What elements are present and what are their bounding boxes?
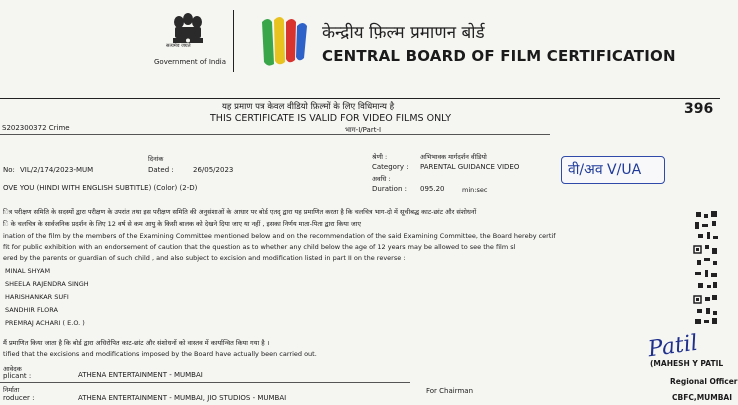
certify-hindi: मैं प्रमाणित किया जाता है कि बोर्ड द्वारा अधिरोपित काट-छांट और संशोधनों को वास्तव में कार्यान्वित किया गया है । bbox=[3, 339, 270, 347]
lion-capital-icon bbox=[163, 10, 213, 58]
duration-hindi-label: अवधि : bbox=[372, 175, 391, 183]
committee-member: PREMRAJ ACHARI ( E.O. ) bbox=[5, 319, 85, 327]
applicant-underline bbox=[0, 382, 410, 383]
emblem-motto: सत्यमेव जयते bbox=[166, 43, 191, 49]
english-paragraph-line3: ered by the parents or guardian of such child , and also subject to excision and modification listed in part II on the reverse : bbox=[3, 254, 406, 262]
signatory-title: Regional Officer bbox=[670, 377, 738, 386]
national-emblem bbox=[163, 10, 213, 58]
english-paragraph-line2: fit for public exhibition with an endorsement of caution that the question as to whether any child below the age of 12 years may be allowed to see the film sl bbox=[3, 243, 516, 251]
committee-member: SHEELA RAJENDRA SINGH bbox=[5, 280, 89, 288]
certify-english: tified that the excisions and modifications imposed by the Board have actually been carried out. bbox=[3, 350, 317, 358]
rating-badge-text: वी/अव V/UA bbox=[568, 162, 642, 178]
category-hindi-label: श्रेणी : bbox=[372, 153, 388, 161]
applicant-hindi-label: आवेदक bbox=[3, 365, 22, 373]
signatory-office: CBFC,MUMBAI bbox=[672, 393, 733, 402]
validity-hindi: यह प्रमाण पत्र केवल वीडियो फ़िल्मों के लिए विधिमान्य है bbox=[222, 102, 395, 112]
cbfc-logo bbox=[258, 12, 310, 70]
signatory-name: (MAHESH Y PATIL bbox=[650, 359, 724, 368]
committee-member: SANDHIR FLORA bbox=[5, 306, 58, 314]
handwritten-signature: Patil bbox=[646, 330, 700, 363]
producer-value: ATHENA ENTERTAINMENT - MUMBAI, JIO STUDIOS - MUMBAI bbox=[78, 394, 287, 402]
film-title: OVE YOU (HINDI WITH ENGLISH SUBTITLE) (Color) (2-D) bbox=[3, 184, 198, 192]
file-ref-underline bbox=[0, 134, 550, 135]
english-paragraph-line1: ination of the film by the members of the Examining Committee mentioned below and on the recommendation of the said Examining Committee, the Board hereby certif bbox=[3, 232, 556, 240]
applicant-label: plicant : bbox=[3, 372, 32, 380]
film-strips-logo-icon bbox=[258, 12, 310, 70]
category-label: Category : bbox=[372, 163, 409, 171]
validity-part: भाग-I/Part-I bbox=[345, 126, 382, 134]
category-value: PARENTAL GUIDANCE VIDEO bbox=[420, 163, 520, 171]
for-chairman: For Chairman bbox=[426, 387, 474, 395]
hindi-paragraph-line1: ित्र परीक्षण समिति के सदस्यों द्वारा परीक्षण के उपरांत तथा इस परीक्षण समिति की अनुसंशाओं के आधार पर बोर्ड एतद् द्वारा यह प्रमाणित करता है कि चलचित्र भाग-दो में सूचीबद्ध काट-छांट और संशोधनों bbox=[3, 208, 477, 216]
date-hindi-label: दिनांक bbox=[148, 155, 164, 163]
number-value: VIL/2/174/2023-MUM bbox=[20, 166, 94, 174]
producer-label: roducer : bbox=[3, 394, 35, 402]
number-label: No: bbox=[3, 166, 15, 174]
applicant-value: ATHENA ENTERTAINMENT - MUMBAI bbox=[78, 371, 203, 379]
date-value: 26/05/2023 bbox=[193, 166, 234, 174]
hindi-paragraph-line2: ि के चलचित्र के सार्वजनिक प्रदर्शन के लिए 12 वर्ष से कम आयु के किसी बालक को देखने दिया जाए या नहीं , इसका निर्णय माता-पिता द्वारा किया जाए bbox=[3, 220, 361, 228]
validity-english: THIS CERTIFICATE IS VALID FOR VIDEO FILMS ONLY bbox=[210, 113, 452, 124]
date-label: Dated : bbox=[148, 166, 174, 174]
category-hindi-value: अभिभावक मार्गदर्शन वीडियो bbox=[420, 153, 487, 161]
certificate-number: 396 bbox=[684, 101, 714, 117]
board-name-english: CENTRAL BOARD OF FILM CERTIFICATION bbox=[322, 47, 676, 65]
board-name-hindi: केन्द्रीय फ़िल्म प्रमाणन बोर्ड bbox=[322, 23, 485, 43]
header-divider bbox=[233, 10, 234, 72]
file-reference: S202300372 Crime bbox=[2, 124, 70, 132]
duration-label: Duration : bbox=[372, 185, 407, 193]
committee-member: MINAL SHYAM bbox=[5, 267, 51, 275]
producer-hindi-label: निर्माता bbox=[3, 386, 20, 394]
duration-value: 095.20 bbox=[420, 185, 445, 193]
committee-member: HARISHANKAR SUFI bbox=[5, 293, 69, 301]
top-rule bbox=[0, 98, 720, 99]
qr-code bbox=[693, 210, 720, 328]
duration-unit: min:sec bbox=[462, 186, 488, 194]
emblem-caption: Government of India bbox=[154, 58, 227, 66]
qr-code-icon bbox=[693, 210, 720, 328]
